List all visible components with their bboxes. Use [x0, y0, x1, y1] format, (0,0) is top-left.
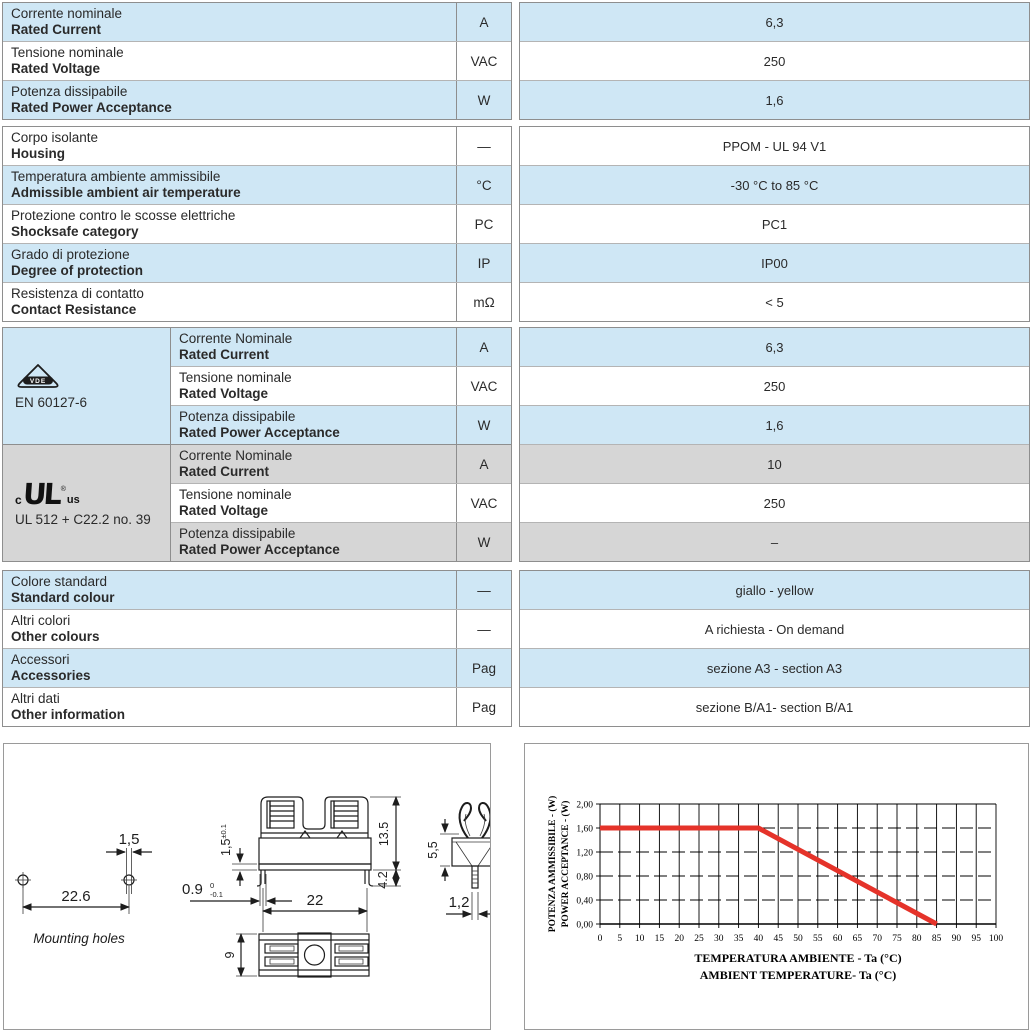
- value-cell: 250: [763, 53, 786, 69]
- cul-us-logo-icon: c UL ® us: [15, 476, 80, 511]
- unit-cell: —: [456, 571, 511, 609]
- y-axis-title-it: POTENZA AMMISSIBILE - (W): [548, 795, 558, 933]
- label-it: Corrente Nominale: [179, 331, 293, 346]
- label-en: Rated Voltage: [11, 61, 101, 76]
- dim-pin-pitch: 22: [306, 892, 324, 909]
- fuseholder-dimension-drawing: [4, 744, 490, 1029]
- unit-cell: W: [456, 81, 511, 119]
- value-row: [520, 243, 1029, 282]
- row-other-colours: [3, 609, 511, 648]
- row-ul-current: [171, 445, 511, 483]
- row-ul-voltage: [171, 483, 511, 522]
- row-other-information: [3, 687, 511, 726]
- derating-chart-panel: [524, 743, 1029, 1030]
- label-en: Rated Current: [179, 464, 270, 479]
- label-en: Contact Resistance: [11, 302, 137, 317]
- svg-text:80: 80: [912, 934, 922, 944]
- svg-text:90: 90: [951, 934, 962, 944]
- unit-cell: °C: [456, 166, 511, 204]
- dim-pin-length: 4.2: [376, 871, 390, 889]
- approvals-table: [2, 327, 1030, 562]
- dim-hole-diameter: 1,5: [118, 831, 140, 848]
- dim-pin-width-tol-top: 0: [210, 881, 215, 890]
- unit-cell: A: [456, 328, 511, 366]
- end-view: [426, 803, 490, 920]
- unit-cell: —: [456, 610, 511, 648]
- row-accessories: [3, 648, 511, 687]
- label-it: Potenza dissipabile: [179, 526, 296, 541]
- value-row: [520, 282, 1029, 321]
- label-it: Altri colori: [11, 613, 71, 628]
- unit-cell: Pag: [456, 649, 511, 687]
- svg-text:20: 20: [674, 934, 684, 944]
- value-cell: 1,6: [765, 417, 784, 433]
- row-shocksafe: [3, 204, 511, 243]
- value-row: [520, 204, 1029, 243]
- dim-clip-height: 5,5: [426, 841, 440, 859]
- ul-cert-cell: [3, 445, 171, 561]
- value-cell: 6,3: [765, 339, 784, 355]
- row-power-acceptance: [3, 80, 511, 119]
- value-row: [520, 571, 1029, 609]
- ul-section: [3, 444, 511, 561]
- svg-text:95: 95: [971, 934, 981, 944]
- svg-text:0,40: 0,40: [576, 896, 593, 907]
- svg-text:35: 35: [733, 934, 744, 944]
- value-cell: -30 °C to 85 °C: [730, 177, 819, 193]
- value-row: [520, 165, 1029, 204]
- svg-text:0,80: 0,80: [576, 872, 593, 883]
- svg-text:5: 5: [617, 934, 623, 944]
- label-it: Altri dati: [11, 691, 60, 706]
- label-it: Tensione nominale: [11, 45, 124, 60]
- label-it: Temperatura ambiente ammissibile: [11, 169, 221, 184]
- vde-cert-cell: [3, 328, 171, 444]
- label-it: Tensione nominale: [179, 370, 292, 385]
- value-row: [520, 648, 1029, 687]
- svg-text:0: 0: [597, 934, 603, 944]
- label-en: Rated Voltage: [179, 503, 269, 518]
- svg-text:50: 50: [793, 934, 803, 944]
- label-it: Potenza dissipabile: [11, 84, 128, 99]
- svg-text:25: 25: [694, 934, 704, 944]
- dim-total-height: 13.5: [377, 821, 391, 847]
- standard-name: EN 60127-6: [15, 395, 88, 410]
- value-row: [520, 80, 1029, 119]
- vde-section: [3, 328, 511, 444]
- value-row: [520, 687, 1029, 726]
- label-it: Corpo isolante: [11, 130, 99, 145]
- svg-text:65: 65: [852, 934, 863, 944]
- value-cell: A richiesta - On demand: [704, 621, 845, 637]
- value-row: [520, 3, 1029, 41]
- general-table: [2, 126, 1030, 322]
- bottom-view: [223, 933, 369, 977]
- value-row: [520, 483, 1029, 522]
- x-axis-title-en: AMBIENT TEMPERATURE- Ta (°C): [699, 968, 897, 982]
- value-cell: IP00: [761, 255, 788, 271]
- svg-text:10: 10: [634, 934, 645, 944]
- label-it: Tensione nominale: [179, 487, 292, 502]
- label-en: Shocksafe category: [11, 224, 139, 239]
- value-cell: 250: [763, 495, 786, 511]
- vde-logo-icon: [15, 362, 61, 392]
- technical-drawing-panel: [3, 743, 491, 1030]
- row-protection-degree: [3, 243, 511, 282]
- unit-cell: VAC: [456, 42, 511, 80]
- value-cell: < 5: [765, 294, 784, 310]
- dim-pin-width-tol-bottom: -0.1: [210, 890, 223, 899]
- row-standard-colour: [3, 571, 511, 609]
- unit-cell: A: [456, 3, 511, 41]
- unit-cell: W: [456, 406, 511, 444]
- svg-text:45: 45: [773, 934, 783, 944]
- svg-text:1,20: 1,20: [576, 848, 593, 859]
- value-cell: PPOM - UL 94 V1: [722, 138, 827, 154]
- label-en: Other information: [11, 707, 125, 722]
- value-cell: 6,3: [765, 14, 784, 30]
- svg-text:40: 40: [753, 934, 764, 944]
- label-it: Resistenza di contatto: [11, 286, 144, 301]
- value-cell: 1,6: [765, 92, 784, 108]
- svg-text:2,00: 2,00: [576, 800, 593, 811]
- row-rated-current: [3, 3, 511, 41]
- dim-pin-width: 0.9: [182, 881, 203, 898]
- label-en: Housing: [11, 146, 65, 161]
- value-row: [520, 127, 1029, 165]
- value-row: [520, 41, 1029, 80]
- row-ambient-temperature: [3, 165, 511, 204]
- label-it: Potenza dissipabile: [179, 409, 296, 424]
- value-row: [520, 609, 1029, 648]
- label-en: Rated Power Acceptance: [179, 425, 340, 440]
- svg-text:60: 60: [832, 934, 843, 944]
- label-en: Admissible ambient air temperature: [11, 185, 241, 200]
- value-cell: 250: [763, 378, 786, 394]
- svg-text:1,60: 1,60: [576, 824, 593, 835]
- unit-cell: W: [456, 523, 511, 561]
- value-cell: PC1: [761, 216, 788, 232]
- svg-text:55: 55: [813, 934, 823, 944]
- y-axis-title-en: POWER ACCEPTANCE - (W): [561, 800, 571, 928]
- mounting-holes-caption: Mounting holes: [33, 931, 125, 946]
- label-it: Corrente Nominale: [179, 448, 293, 463]
- svg-text:85: 85: [931, 934, 942, 944]
- label-en: Standard colour: [11, 590, 115, 605]
- label-it: Corrente nominale: [11, 6, 123, 21]
- row-vde-voltage: [171, 366, 511, 405]
- label-en: Degree of protection: [11, 263, 144, 278]
- unit-cell: A: [456, 445, 511, 483]
- row-vde-current: [171, 328, 511, 366]
- x-axis-title-it: TEMPERATURA AMBIENTE - Ta (°C): [694, 951, 902, 965]
- dim-lip-height: $1,5^{\pm 0.1}$: [219, 824, 233, 856]
- label-en: Rated Voltage: [179, 386, 269, 401]
- chart-plot-area: [576, 801, 1003, 945]
- unit-cell: —: [456, 127, 511, 165]
- other-info-table: [2, 570, 1030, 727]
- side-view: [182, 797, 401, 932]
- label-it: Accessori: [11, 652, 70, 667]
- svg-text:100: 100: [988, 934, 1004, 944]
- svg-text:VDE: VDE: [29, 378, 47, 385]
- value-cell: sezione A3 - section A3: [706, 660, 843, 676]
- row-ul-power: [171, 522, 511, 561]
- label-it: Grado di protezione: [11, 247, 130, 262]
- label-en: Rated Current: [179, 347, 270, 362]
- value-cell: giallo - yellow: [735, 582, 814, 598]
- value-row: [520, 366, 1029, 405]
- label-it: Protezione contro le scosse elettriche: [11, 208, 236, 223]
- label-en: Other colours: [11, 629, 100, 644]
- dim-body-depth: 9: [223, 951, 237, 959]
- svg-text:0,00: 0,00: [576, 920, 593, 931]
- unit-cell: Pag: [456, 688, 511, 726]
- label-en: Rated Power Acceptance: [179, 542, 340, 557]
- value-row: [520, 328, 1029, 366]
- label-it: Colore standard: [11, 574, 108, 589]
- value-cell: –: [770, 534, 779, 550]
- row-rated-voltage: [3, 41, 511, 80]
- unit-cell: VAC: [456, 367, 511, 405]
- standard-name: UL 512 + C22.2 no. 39: [15, 511, 151, 527]
- power-vs-temperature-chart: [525, 744, 1028, 1029]
- value-cell: sezione B/A1- section B/A1: [695, 699, 854, 715]
- ratings-table: [2, 2, 1030, 120]
- label-en: Accessories: [11, 668, 91, 683]
- label-en: Rated Current: [11, 22, 102, 37]
- row-housing: [3, 127, 511, 165]
- value-row: [520, 405, 1029, 444]
- svg-text:30: 30: [714, 934, 724, 944]
- dim-hole-spacing: 22.6: [61, 888, 91, 905]
- row-vde-power: [171, 405, 511, 444]
- svg-text:15: 15: [654, 934, 665, 944]
- row-contact-resistance: [3, 282, 511, 321]
- value-row: [520, 444, 1029, 483]
- unit-cell: mΩ: [456, 283, 511, 321]
- unit-cell: VAC: [456, 484, 511, 522]
- mounting-holes-view: [15, 831, 152, 946]
- unit-cell: PC: [456, 205, 511, 243]
- label-en: Rated Power Acceptance: [11, 100, 172, 115]
- value-row: [520, 522, 1029, 561]
- dim-pin-thickness: 1,2: [448, 894, 470, 911]
- svg-text:70: 70: [872, 934, 882, 944]
- unit-cell: IP: [456, 244, 511, 282]
- value-cell: 10: [767, 456, 782, 472]
- svg-text:75: 75: [892, 934, 902, 944]
